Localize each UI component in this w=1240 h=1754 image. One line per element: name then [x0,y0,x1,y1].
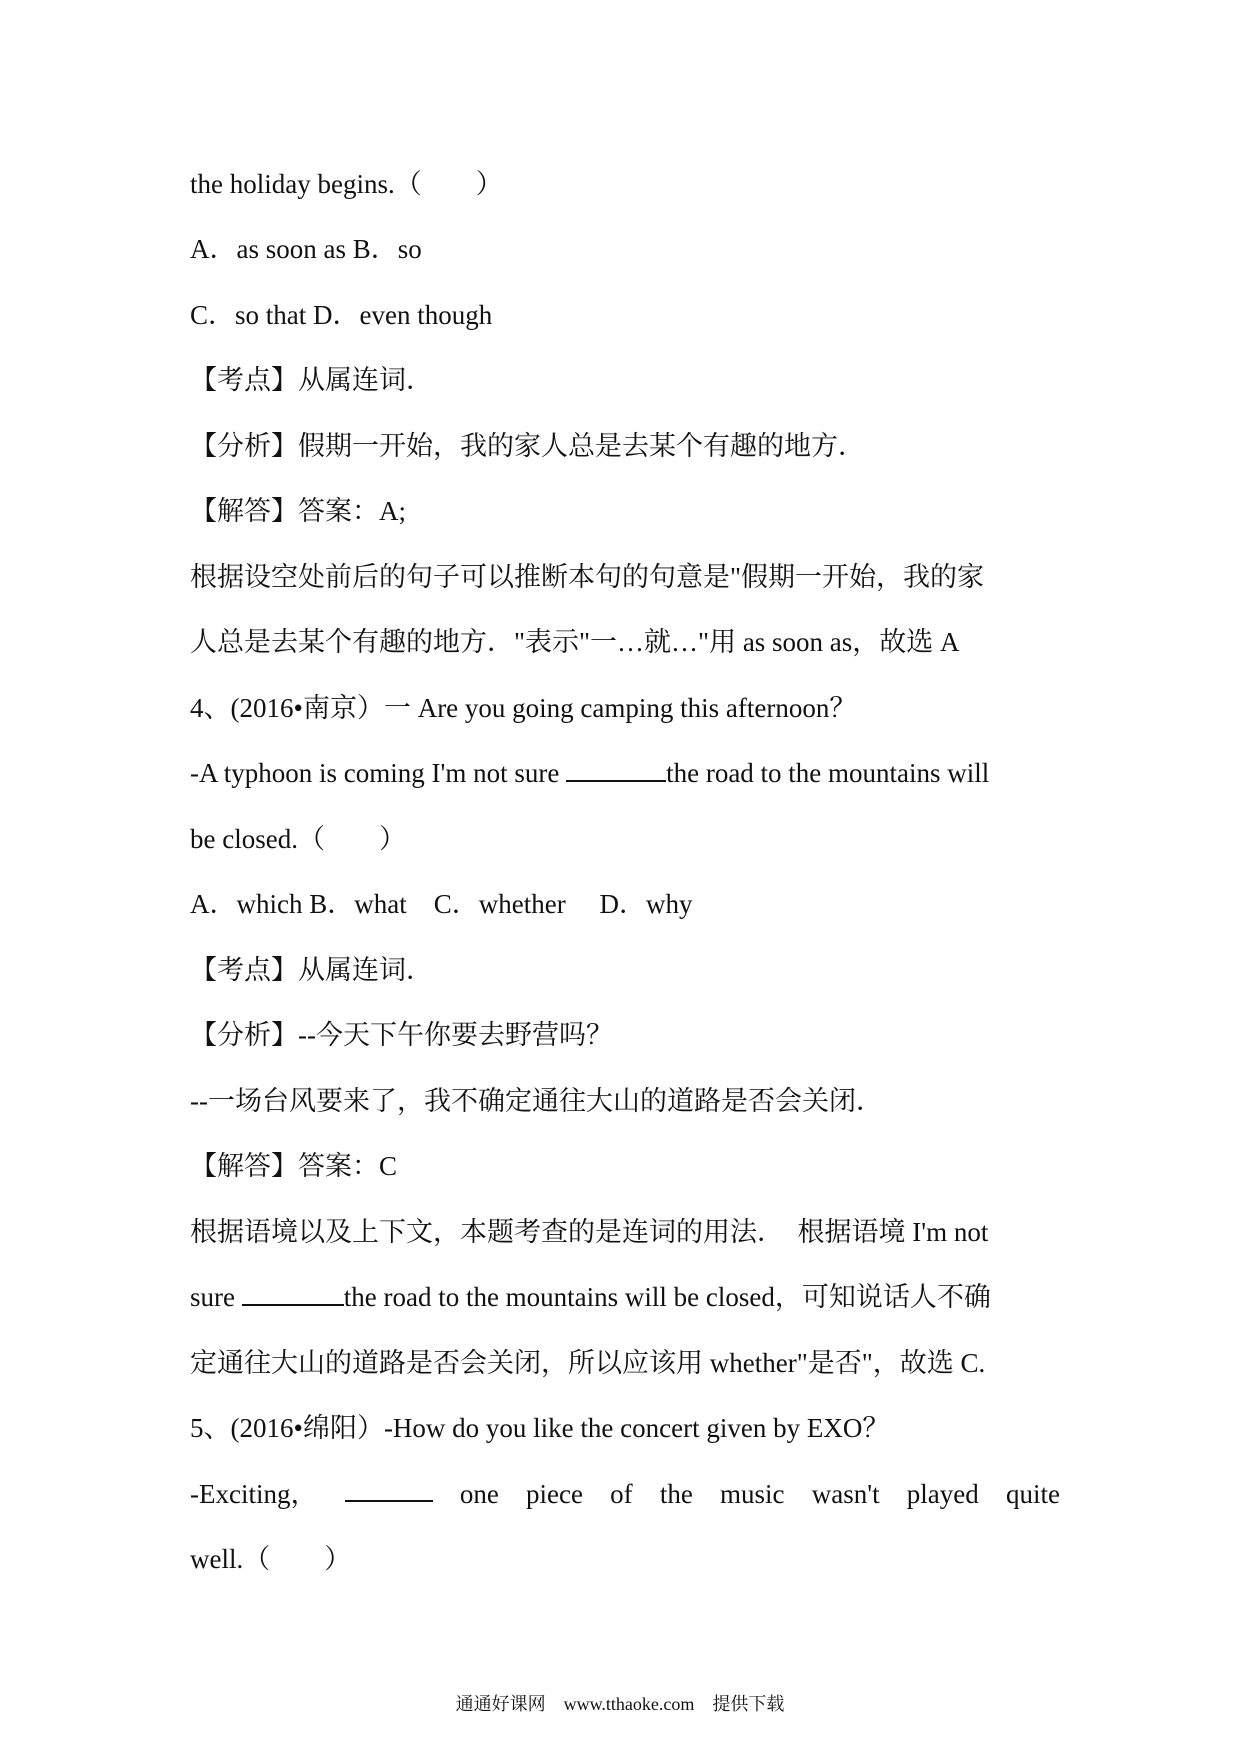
question-4-sentence [190,755,1060,791]
answer-blank [566,756,666,782]
word: the [659,1479,693,1509]
text-line: 【分析】假期一开始，我的家人总是去某个有趣的地方． [190,431,865,461]
word: wasn't [811,1479,880,1509]
question-4-options: A．which B．what C．whether D．why [190,889,693,919]
text-line: 【考点】从属连词． [190,365,433,395]
text-line: 定通往大山的道路是否会关闭，所以应该用 whether"是否"，故选 C. [190,1348,986,1378]
page-footer: 通通好课网 www.tthaoke.com 提供下载 [455,1694,785,1714]
word: of [610,1479,633,1509]
text-line: 根据语境以及上下文，本题考查的是连词的用法． 根据语境 I'm not [190,1217,989,1247]
text-line: A．as soon as B．so [190,234,422,264]
text-line: --一场台风要来了，我不确定通往大山的道路是否会关闭． [190,1086,883,1116]
word: played [906,1479,979,1509]
text-line: 【解答】答案：C [190,1151,398,1181]
word: -Exciting， [190,1479,318,1509]
text-line: 人总是去某个有趣的地方．"表示"一…就…"用 as soon as，故选 A [190,627,960,657]
text-segment: the road to the mountains will [666,758,990,788]
question-5-sentence [190,1476,1060,1512]
question-4-stem: 4、(2016•南京）一 Are you going camping this afternoon？ [190,693,857,723]
text-segment: -A typhoon is coming I'm not sure [190,758,567,788]
question-5-stem: 5、(2016•绵阳）-How do you like the concert given by EXO？ [190,1413,890,1443]
word: piece [526,1479,583,1509]
text-line: 根据设空处前后的句子可以推断本句的句意是"假期一开始，我的家 [190,562,985,592]
text-line: well.（ ） [190,1544,352,1574]
text-line: the holiday begins.（ ） [190,169,503,199]
word: quite [1005,1479,1060,1509]
text-line: 【考点】从属连词． [190,955,433,985]
answer-blank [242,1280,344,1306]
answer-blank [345,1476,433,1502]
word: music [720,1479,785,1509]
word: one [459,1479,499,1509]
text-line: be closed.（ ） [190,824,406,854]
explanation-sentence [190,1279,1060,1315]
text-segment: the road to the mountains will be closed，可知说话人不确 [343,1282,991,1312]
text-line: 【分析】--今天下午你要去野营吗？ [190,1020,613,1050]
text-line: 【解答】答案：A; [190,496,406,526]
text-segment: sure [190,1282,242,1312]
text-line: C．so that D．even though [190,300,493,330]
